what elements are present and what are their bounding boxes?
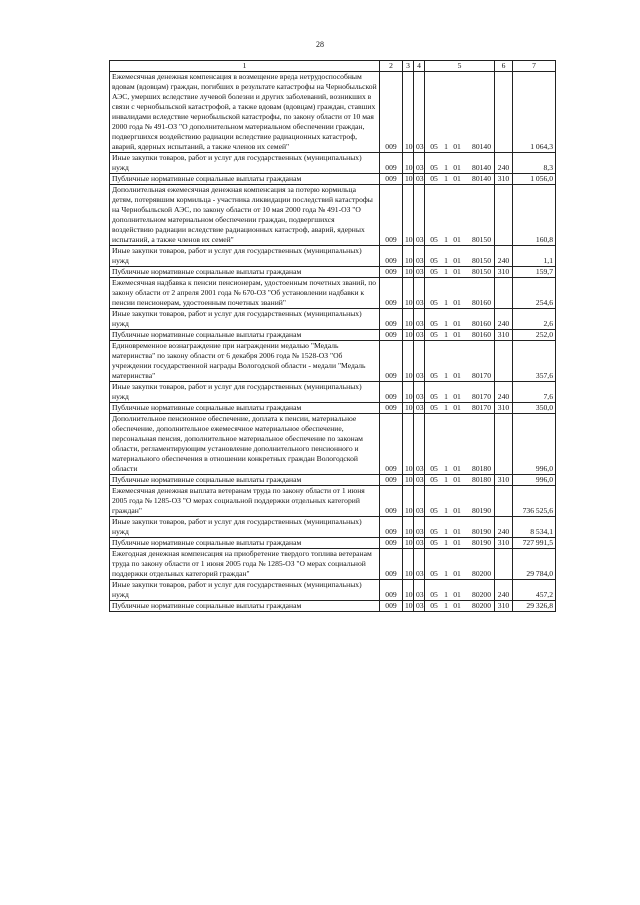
row-target-article <box>425 341 495 382</box>
row-ved-code: 009 <box>380 414 403 475</box>
row-expense-type <box>495 278 513 309</box>
row-subsection-code: 03 <box>414 72 425 153</box>
target-article-direction: 80160 <box>472 298 491 307</box>
row-ved-code: 009 <box>380 601 403 612</box>
target-article-direction: 80140 <box>472 174 491 183</box>
header-cell: 7 <box>513 61 556 72</box>
target-article-measure: 01 <box>453 142 461 151</box>
table-row <box>110 185 556 246</box>
target-article-program: 05 <box>430 142 438 151</box>
target-article-measure: 01 <box>453 475 461 484</box>
row-section-code: 10 <box>403 580 414 601</box>
table-row <box>110 267 556 278</box>
row-subsection-code: 03 <box>414 153 425 174</box>
target-article-program: 05 <box>430 506 438 515</box>
target-article-direction: 80170 <box>472 371 491 380</box>
row-expense-type: 310 <box>495 330 513 341</box>
target-article-direction: 80160 <box>472 330 491 339</box>
row-name: Публичные нормативные социальные выплаты гражданам <box>110 475 380 486</box>
target-article-subprogram: 1 <box>444 142 448 151</box>
target-article-subprogram: 1 <box>444 403 448 412</box>
target-article-program: 05 <box>430 163 438 172</box>
target-article-program: 05 <box>430 235 438 244</box>
row-section-code: 10 <box>403 72 414 153</box>
row-amount: 8 534,1 <box>513 517 556 538</box>
row-subsection-code: 03 <box>414 174 425 185</box>
target-article-measure: 01 <box>453 298 461 307</box>
target-article-program: 05 <box>430 256 438 265</box>
row-target-article <box>425 246 495 267</box>
row-ved-code: 009 <box>380 330 403 341</box>
row-target-article <box>425 475 495 486</box>
target-article-program: 05 <box>430 464 438 473</box>
row-amount: 29 326,8 <box>513 601 556 612</box>
row-name: Иные закупки товаров, работ и услуг для государственных (муниципальных) нужд <box>110 246 380 267</box>
target-article-direction: 80150 <box>472 235 491 244</box>
row-target-article <box>425 382 495 403</box>
row-name: Публичные нормативные социальные выплаты гражданам <box>110 403 380 414</box>
table-row <box>110 330 556 341</box>
target-article-subprogram: 1 <box>444 174 448 183</box>
row-section-code: 10 <box>403 538 414 549</box>
row-section-code: 10 <box>403 486 414 517</box>
row-subsection-code: 03 <box>414 246 425 267</box>
row-subsection-code: 03 <box>414 580 425 601</box>
row-target-article <box>425 580 495 601</box>
target-article-subprogram: 1 <box>444 527 448 536</box>
row-subsection-code: 03 <box>414 517 425 538</box>
row-subsection-code: 03 <box>414 538 425 549</box>
row-amount: 1 064,3 <box>513 72 556 153</box>
row-ved-code: 009 <box>380 580 403 601</box>
row-section-code: 10 <box>403 330 414 341</box>
row-ved-code: 009 <box>380 403 403 414</box>
row-section-code: 10 <box>403 475 414 486</box>
row-section-code: 10 <box>403 153 414 174</box>
row-name: Иные закупки товаров, работ и услуг для государственных (муниципальных) нужд <box>110 580 380 601</box>
row-target-article <box>425 153 495 174</box>
row-amount: 357,6 <box>513 341 556 382</box>
target-article-program: 05 <box>430 267 438 276</box>
target-article-direction: 80150 <box>472 267 491 276</box>
row-subsection-code: 03 <box>414 486 425 517</box>
target-article-measure: 01 <box>453 392 461 401</box>
table-row <box>110 341 556 382</box>
table-row <box>110 486 556 517</box>
table-row <box>110 309 556 330</box>
row-amount: 2,6 <box>513 309 556 330</box>
row-subsection-code: 03 <box>414 601 425 612</box>
row-expense-type: 310 <box>495 538 513 549</box>
row-name: Иные закупки товаров, работ и услуг для государственных (муниципальных) нужд <box>110 309 380 330</box>
table-row <box>110 403 556 414</box>
target-article-program: 05 <box>430 601 438 610</box>
target-article-program: 05 <box>430 527 438 536</box>
target-article-direction: 80190 <box>472 538 491 547</box>
target-article-program: 05 <box>430 371 438 380</box>
target-article-subprogram: 1 <box>444 267 448 276</box>
row-section-code: 10 <box>403 414 414 475</box>
row-section-code: 10 <box>403 267 414 278</box>
target-article-subprogram: 1 <box>444 475 448 484</box>
row-ved-code: 009 <box>380 72 403 153</box>
row-target-article <box>425 549 495 580</box>
target-article-measure: 01 <box>453 403 461 412</box>
target-article-subprogram: 1 <box>444 235 448 244</box>
row-target-article <box>425 174 495 185</box>
row-subsection-code: 03 <box>414 475 425 486</box>
row-target-article <box>425 403 495 414</box>
target-article-measure: 01 <box>453 590 461 599</box>
table-row <box>110 601 556 612</box>
target-article-measure: 01 <box>453 538 461 547</box>
target-article-direction: 80160 <box>472 319 491 328</box>
row-ved-code: 009 <box>380 475 403 486</box>
row-expense-type: 240 <box>495 309 513 330</box>
header-row <box>110 61 556 72</box>
row-expense-type: 240 <box>495 580 513 601</box>
row-name: Публичные нормативные социальные выплаты гражданам <box>110 538 380 549</box>
header-cell: 6 <box>495 61 513 72</box>
target-article-measure: 01 <box>453 256 461 265</box>
row-ved-code: 009 <box>380 185 403 246</box>
target-article-program: 05 <box>430 569 438 578</box>
row-ved-code: 009 <box>380 246 403 267</box>
table-row <box>110 580 556 601</box>
row-amount: 1 056,0 <box>513 174 556 185</box>
row-name: Дополнительное пенсионное обеспечение, доплата к пенсии, материальное обеспечение, дополнительное ежемесячное материальное обеспечение, персональная пенсия, дополнительное материальное обеспечение по законам области, регламентирующим установление дополнительного пенсионного и материального обеспечения в отношении конкретных граждан Вологодской области <box>110 414 380 475</box>
target-article-subprogram: 1 <box>444 330 448 339</box>
budget-table <box>109 60 556 612</box>
row-ved-code: 009 <box>380 382 403 403</box>
target-article-program: 05 <box>430 403 438 412</box>
target-article-measure: 01 <box>453 464 461 473</box>
target-article-measure: 01 <box>453 506 461 515</box>
row-expense-type <box>495 486 513 517</box>
row-name: Дополнительная ежемесячная денежная компенсация за потерю кормильца детям, потерявшим кормильца - участника ликвидации последствий катастрофы на Чернобыльской АЭС, по закону области от 10 мая 2000 года № 491-ОЗ "О дополнительном материальном обеспечении граждан, подвергшихся воздействию радиации вследствие радиационных катастроф, аварий, ядерных испытаний, а также членов их семей" <box>110 185 380 246</box>
row-name: Ежегодная денежная компенсация на приобретение твердого топлива ветеранам труда по закону области от 1 июня 2005 года № 1285-ОЗ "О мерах социальной поддержки отдельных категорий граждан" <box>110 549 380 580</box>
row-section-code: 10 <box>403 382 414 403</box>
row-section-code: 10 <box>403 341 414 382</box>
row-expense-type <box>495 185 513 246</box>
row-expense-type: 240 <box>495 246 513 267</box>
row-section-code: 10 <box>403 174 414 185</box>
row-target-article <box>425 538 495 549</box>
row-expense-type: 240 <box>495 382 513 403</box>
target-article-measure: 01 <box>453 527 461 536</box>
target-article-direction: 80170 <box>472 403 491 412</box>
header-cell: 3 <box>403 61 414 72</box>
row-amount: 350,0 <box>513 403 556 414</box>
target-article-direction: 80190 <box>472 506 491 515</box>
row-target-article <box>425 517 495 538</box>
row-expense-type: 310 <box>495 267 513 278</box>
target-article-subprogram: 1 <box>444 601 448 610</box>
row-ved-code: 009 <box>380 517 403 538</box>
row-name: Иные закупки товаров, работ и услуг для государственных (муниципальных) нужд <box>110 153 380 174</box>
row-section-code: 10 <box>403 517 414 538</box>
target-article-program: 05 <box>430 392 438 401</box>
row-target-article <box>425 601 495 612</box>
row-target-article <box>425 278 495 309</box>
row-target-article <box>425 309 495 330</box>
row-ved-code: 009 <box>380 341 403 382</box>
row-expense-type: 310 <box>495 174 513 185</box>
target-article-measure: 01 <box>453 174 461 183</box>
row-amount: 29 784,0 <box>513 549 556 580</box>
target-article-measure: 01 <box>453 235 461 244</box>
target-article-direction: 80140 <box>472 142 491 151</box>
row-amount: 457,2 <box>513 580 556 601</box>
row-ved-code: 009 <box>380 486 403 517</box>
target-article-direction: 80180 <box>472 475 491 484</box>
header-cell: 1 <box>110 61 380 72</box>
row-target-article <box>425 330 495 341</box>
row-target-article <box>425 486 495 517</box>
row-ved-code: 009 <box>380 538 403 549</box>
row-amount: 252,0 <box>513 330 556 341</box>
row-section-code: 10 <box>403 549 414 580</box>
table-row <box>110 538 556 549</box>
row-ved-code: 009 <box>380 309 403 330</box>
target-article-measure: 01 <box>453 330 461 339</box>
row-amount: 159,7 <box>513 267 556 278</box>
target-article-subprogram: 1 <box>444 506 448 515</box>
row-amount: 996,0 <box>513 475 556 486</box>
target-article-subprogram: 1 <box>444 538 448 547</box>
target-article-subprogram: 1 <box>444 464 448 473</box>
row-section-code: 10 <box>403 185 414 246</box>
target-article-program: 05 <box>430 298 438 307</box>
row-name: Публичные нормативные социальные выплаты гражданам <box>110 601 380 612</box>
row-amount: 1,1 <box>513 246 556 267</box>
row-name: Иные закупки товаров, работ и услуг для государственных (муниципальных) нужд <box>110 517 380 538</box>
row-expense-type: 240 <box>495 153 513 174</box>
row-amount: 254,6 <box>513 278 556 309</box>
table-row <box>110 475 556 486</box>
row-subsection-code: 03 <box>414 549 425 580</box>
target-article-measure: 01 <box>453 163 461 172</box>
row-expense-type <box>495 414 513 475</box>
row-expense-type: 310 <box>495 403 513 414</box>
target-article-subprogram: 1 <box>444 392 448 401</box>
target-article-program: 05 <box>430 174 438 183</box>
row-section-code: 10 <box>403 309 414 330</box>
target-article-measure: 01 <box>453 601 461 610</box>
row-subsection-code: 03 <box>414 382 425 403</box>
row-name: Иные закупки товаров, работ и услуг для государственных (муниципальных) нужд <box>110 382 380 403</box>
table-row <box>110 246 556 267</box>
row-subsection-code: 03 <box>414 403 425 414</box>
target-article-measure: 01 <box>453 319 461 328</box>
target-article-direction: 80140 <box>472 163 491 172</box>
target-article-subprogram: 1 <box>444 590 448 599</box>
target-article-direction: 80180 <box>472 464 491 473</box>
row-name: Ежемесячная надбавка к пенсии пенсионерам, удостоенным почетных званий, по закону области от 2 апреля 2001 года № 670-ОЗ "Об установлении надбавки к пенсии пенсионерам, удостоенным почетных званий" <box>110 278 380 309</box>
table-row <box>110 153 556 174</box>
target-article-program: 05 <box>430 319 438 328</box>
table-row <box>110 278 556 309</box>
row-amount: 736 525,6 <box>513 486 556 517</box>
table-row <box>110 549 556 580</box>
target-article-subprogram: 1 <box>444 256 448 265</box>
row-subsection-code: 03 <box>414 309 425 330</box>
row-expense-type: 310 <box>495 601 513 612</box>
row-expense-type <box>495 549 513 580</box>
row-target-article <box>425 185 495 246</box>
row-target-article <box>425 72 495 153</box>
row-section-code: 10 <box>403 246 414 267</box>
row-ved-code: 009 <box>380 153 403 174</box>
target-article-direction: 80170 <box>472 392 491 401</box>
row-amount: 8,3 <box>513 153 556 174</box>
row-subsection-code: 03 <box>414 330 425 341</box>
target-article-subprogram: 1 <box>444 298 448 307</box>
target-article-measure: 01 <box>453 371 461 380</box>
row-ved-code: 009 <box>380 174 403 185</box>
row-amount: 7,6 <box>513 382 556 403</box>
target-article-direction: 80150 <box>472 256 491 265</box>
header-cell: 5 <box>425 61 495 72</box>
target-article-program: 05 <box>430 475 438 484</box>
target-article-direction: 80190 <box>472 527 491 536</box>
target-article-program: 05 <box>430 330 438 339</box>
row-subsection-code: 03 <box>414 185 425 246</box>
target-article-measure: 01 <box>453 569 461 578</box>
row-name: Публичные нормативные социальные выплаты гражданам <box>110 330 380 341</box>
row-expense-type <box>495 72 513 153</box>
row-subsection-code: 03 <box>414 341 425 382</box>
row-amount: 996,0 <box>513 414 556 475</box>
target-article-program: 05 <box>430 538 438 547</box>
table-row <box>110 174 556 185</box>
row-expense-type: 240 <box>495 517 513 538</box>
target-article-measure: 01 <box>453 267 461 276</box>
target-article-subprogram: 1 <box>444 319 448 328</box>
row-expense-type: 310 <box>495 475 513 486</box>
row-amount: 160,8 <box>513 185 556 246</box>
page-number: 28 <box>316 40 324 49</box>
row-section-code: 10 <box>403 278 414 309</box>
target-article-subprogram: 1 <box>444 371 448 380</box>
row-name: Ежемесячная денежная выплата ветеранам труда по закону области от 1 июня 2005 года № 1285-ОЗ "О мерах социальной поддержки отдельных категорий граждан" <box>110 486 380 517</box>
row-amount: 727 991,5 <box>513 538 556 549</box>
row-name: Ежемесячная денежная компенсация в возмещение вреда нетрудоспособным вдовам (вдовцам) граждан, погибших в результате катастрофы на Чернобыльской АЭС, умерших вследствие лучевой болезни и других заболеваний, возникших в связи с чернобыльской катастрофой, а также вдовам (вдовцам) граждан, ставших инвалидами вследствие чернобыльской катастрофы, по закону области от 10 мая 2000 года № 491-ОЗ "О дополнительном материальном обеспечении граждан, подвергшихся воздействию радиации вследствие радиационных катастроф, аварий, ядерных испытаний, а также членов их семей" <box>110 72 380 153</box>
target-article-program: 05 <box>430 590 438 599</box>
row-subsection-code: 03 <box>414 278 425 309</box>
row-ved-code: 009 <box>380 549 403 580</box>
target-article-direction: 80200 <box>472 601 491 610</box>
row-target-article <box>425 414 495 475</box>
target-article-direction: 80200 <box>472 590 491 599</box>
target-article-direction: 80200 <box>472 569 491 578</box>
target-article-subprogram: 1 <box>444 569 448 578</box>
row-section-code: 10 <box>403 403 414 414</box>
row-name: Единовременное вознаграждение при награждении медалью "Медаль материнства" по закону области от 6 декабря 2006 года № 1528-ОЗ "Об учреждении государственной награды Вологодской области - медали "Медаль материнства" <box>110 341 380 382</box>
target-article-subprogram: 1 <box>444 163 448 172</box>
row-subsection-code: 03 <box>414 414 425 475</box>
row-target-article <box>425 267 495 278</box>
table-row <box>110 72 556 153</box>
header-cell: 2 <box>380 61 403 72</box>
table-row <box>110 414 556 475</box>
row-ved-code: 009 <box>380 267 403 278</box>
row-subsection-code: 03 <box>414 267 425 278</box>
row-name: Публичные нормативные социальные выплаты гражданам <box>110 174 380 185</box>
header-cell: 4 <box>414 61 425 72</box>
table-row <box>110 382 556 403</box>
row-section-code: 10 <box>403 601 414 612</box>
table-row <box>110 517 556 538</box>
row-name: Публичные нормативные социальные выплаты гражданам <box>110 267 380 278</box>
row-expense-type <box>495 341 513 382</box>
row-ved-code: 009 <box>380 278 403 309</box>
